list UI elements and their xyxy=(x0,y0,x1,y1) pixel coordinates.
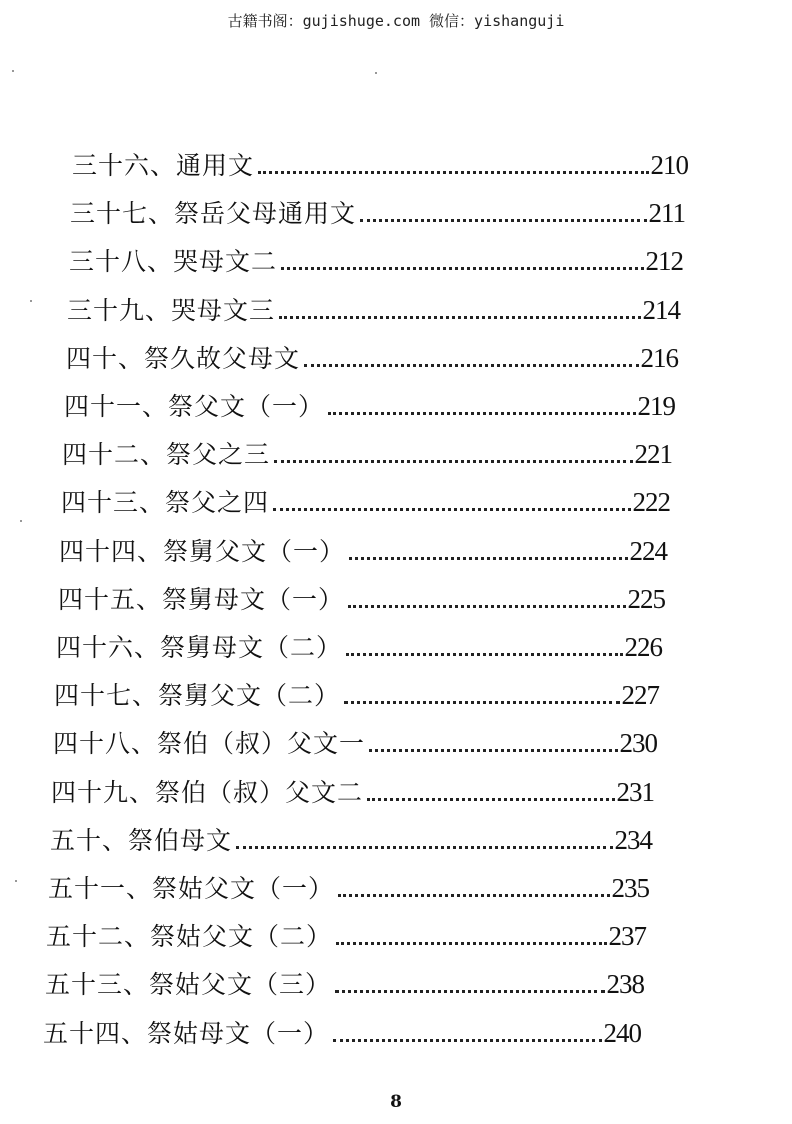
scan-speck xyxy=(15,880,17,882)
toc-entry[interactable] xyxy=(58,584,665,614)
toc-entry-title: 三十七、祭岳父母通用文 xyxy=(70,199,357,228)
dot-leader xyxy=(348,605,625,608)
toc-entry[interactable] xyxy=(50,825,652,855)
toc-entry[interactable] xyxy=(43,1018,641,1048)
toc-entry-page: 235 xyxy=(611,873,649,903)
scan-speck xyxy=(20,520,22,522)
dot-leader xyxy=(344,701,619,704)
page-number: 8 xyxy=(390,1092,402,1112)
toc-entry-page: 216 xyxy=(640,343,678,373)
toc-entry[interactable] xyxy=(53,728,657,758)
toc-entry-title: 四十八、祭伯（叔）父文一 xyxy=(53,729,366,758)
toc-entry-title: 五十一、祭姑父文（一） xyxy=(48,874,335,903)
dot-leader xyxy=(281,267,643,270)
toc-entry-title: 三十六、通用文 xyxy=(72,151,255,180)
toc-entry-title: 四十七、祭舅父文（二） xyxy=(54,681,341,710)
dot-leader xyxy=(338,894,609,897)
toc-entry-page: 234 xyxy=(614,825,652,855)
dot-leader xyxy=(273,508,630,511)
toc-entry-page: 237 xyxy=(608,921,646,951)
toc-entry-title: 五十三、祭姑父文（三） xyxy=(45,970,332,999)
dot-leader xyxy=(258,171,648,174)
toc-entry-title: 四十三、祭父之四 xyxy=(61,488,270,517)
scan-speck xyxy=(30,300,32,302)
toc-entry-page: 219 xyxy=(637,391,675,421)
toc-entry[interactable] xyxy=(51,777,654,807)
dot-leader xyxy=(335,990,604,993)
dot-leader xyxy=(236,846,612,849)
toc-entry-page: 222 xyxy=(632,487,670,517)
dot-leader xyxy=(349,557,627,560)
toc-entry-page: 230 xyxy=(619,728,657,758)
dot-leader xyxy=(369,749,617,752)
toc-entry-page: 225 xyxy=(627,584,665,614)
toc-entry-title: 四十五、祭舅母文（一） xyxy=(58,585,345,614)
toc-entry[interactable] xyxy=(66,343,678,373)
toc-entry-page: 238 xyxy=(606,969,644,999)
dot-leader xyxy=(274,460,632,463)
toc-entry[interactable] xyxy=(64,391,675,421)
toc-entry[interactable] xyxy=(54,680,659,710)
dot-leader xyxy=(360,219,646,222)
toc-entry-title: 四十、祭久故父母文 xyxy=(66,344,301,373)
toc-entry-page: 226 xyxy=(624,632,662,662)
scan-speck xyxy=(375,72,377,74)
dot-leader xyxy=(279,316,640,319)
toc-entry[interactable] xyxy=(70,198,685,228)
toc-entry[interactable] xyxy=(59,536,667,566)
toc-entry[interactable] xyxy=(48,873,649,903)
dot-leader xyxy=(346,653,622,656)
toc-entry-title: 五十、祭伯母文 xyxy=(50,826,233,855)
toc-entry-title: 五十二、祭姑父文（二） xyxy=(46,922,333,951)
toc-entry-page: 224 xyxy=(629,536,667,566)
toc-entry-page: 231 xyxy=(616,777,654,807)
scan-speck xyxy=(12,70,14,72)
toc-entry-page: 227 xyxy=(621,680,659,710)
dot-leader xyxy=(336,942,606,945)
toc-entry-title: 三十八、哭母文二 xyxy=(69,247,278,276)
toc-entry-title: 四十九、祭伯（叔）父文二 xyxy=(51,778,364,807)
toc-entry-title: 四十一、祭父文（一） xyxy=(64,392,325,421)
toc-entry[interactable] xyxy=(45,969,644,999)
dot-leader xyxy=(333,1039,601,1042)
toc-entry-page: 210 xyxy=(650,150,688,180)
toc-entry-title: 四十六、祭舅母文（二） xyxy=(56,633,343,662)
toc-entry-page: 221 xyxy=(634,439,672,469)
dot-leader xyxy=(304,364,638,367)
toc-entry-page: 212 xyxy=(645,246,683,276)
toc-entry[interactable] xyxy=(46,921,646,951)
toc-entry-title: 四十二、祭父之三 xyxy=(62,440,271,469)
toc-entry-page: 211 xyxy=(648,198,685,228)
toc-entry-page: 240 xyxy=(603,1018,641,1048)
toc-entry[interactable] xyxy=(72,150,688,180)
toc-entry[interactable] xyxy=(61,487,670,517)
watermark-header: 古籍书阁：gujishuge.com 微信：yishanguji xyxy=(227,12,565,30)
toc-entry-title: 四十四、祭舅父文（一） xyxy=(59,537,346,566)
toc-entry[interactable] xyxy=(62,439,672,469)
toc-entry-title: 三十九、哭母文三 xyxy=(67,296,276,325)
toc-entry[interactable] xyxy=(69,246,683,276)
toc-entry[interactable] xyxy=(67,295,680,325)
toc-entry-title: 五十四、祭姑母文（一） xyxy=(43,1019,330,1048)
toc-entry-page: 214 xyxy=(642,295,680,325)
dot-leader xyxy=(367,798,614,801)
toc-entry[interactable] xyxy=(56,632,662,662)
dot-leader xyxy=(328,412,635,415)
